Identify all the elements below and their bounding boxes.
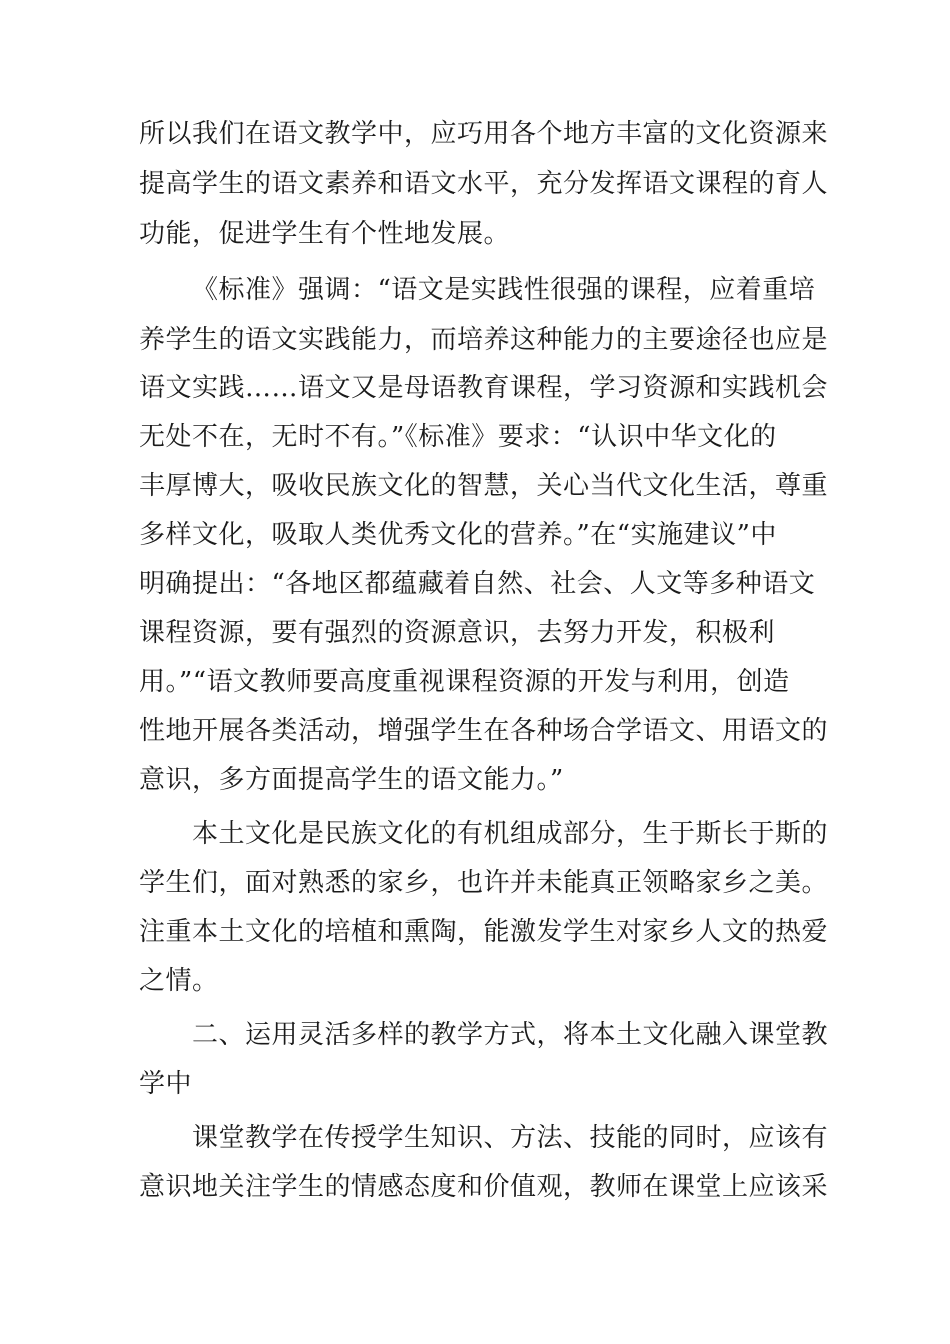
text-line: 之情。 <box>139 966 219 996</box>
text-line: 注重本土文化的培植和熏陶，能激发学生对家乡人文的热爱 <box>139 917 829 947</box>
text-line: 养学生的语文实践能力，而培养这种能力的主要途径也应是 <box>139 325 829 355</box>
text-line: 所以我们在语文教学中，应巧用各个地方丰富的文化资源来 <box>139 119 829 149</box>
text-line: 功能，促进学生有个性地发展。 <box>139 219 511 249</box>
text-line: 多样文化，吸取人类优秀文化的营养。”在“实施建议”中 <box>139 520 777 550</box>
text-line: 性地开展各类活动，增强学生在各种场合学语文、用语文的 <box>139 716 829 746</box>
text-line: 丰厚博大，吸收民族文化的智慧，关心当代文化生活，尊重 <box>139 471 829 501</box>
text-line: 课堂教学在传授学生知识、方法、技能的同时，应该有 <box>192 1123 829 1153</box>
text-line: 本土文化是民族文化的有机组成部分，生于斯长于斯的 <box>192 819 829 849</box>
text-line: 用。”“语文教师要高度重视课程资源的开发与利用，创造 <box>139 667 790 697</box>
text-line: 意识，多方面提高学生的语文能力。” <box>139 765 564 795</box>
text-line: 明确提出：“各地区都蕴藏着自然、社会、人文等多种语文 <box>139 569 816 599</box>
text-line: 学生们，面对熟悉的家乡，也许并未能真正领略家乡之美。 <box>139 868 829 898</box>
text-line: 语文实践……语文又是母语教育课程，学习资源和实践机会 <box>139 373 829 403</box>
text-line: 《标准》强调：“语文是实践性很强的课程，应着重培 <box>192 275 816 305</box>
section-heading: 学中 <box>139 1069 193 1099</box>
text-line: 无处不在，无时不有。”《标准》要求：“认识中华文化的 <box>139 422 777 452</box>
text-line: 课程资源，要有强烈的资源意识，去努力开发，积极利 <box>139 618 776 648</box>
section-heading: 二、运用灵活多样的教学方式，将本土文化融入课堂教 <box>192 1020 829 1050</box>
text-line: 意识地关注学生的情感态度和价值观，教师在课堂上应该采 <box>139 1172 829 1202</box>
text-line: 提高学生的语文素养和语文水平，充分发挥语文课程的育人 <box>139 169 829 199</box>
